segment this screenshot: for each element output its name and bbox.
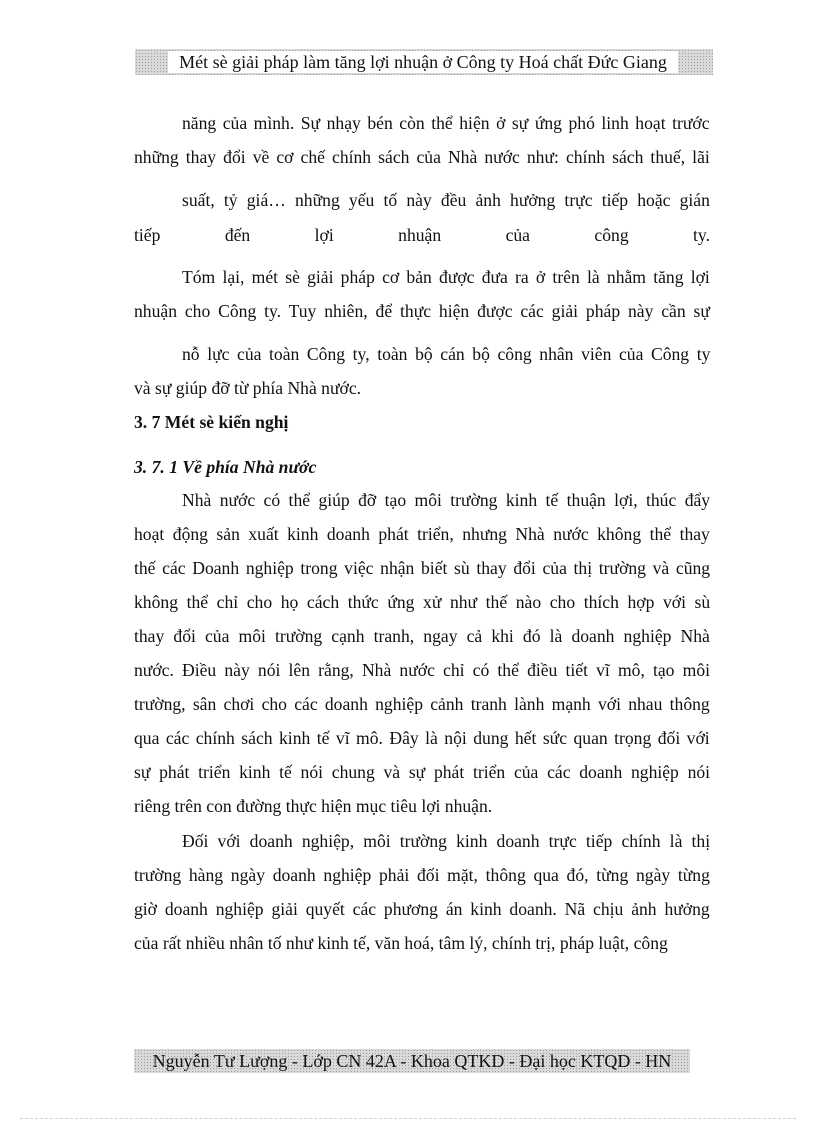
paragraph-3-line-9: sự phát triển kinh tế nói chung và sự phát triển của các doanh nghiệp nói xyxy=(134,762,711,782)
paragraph-4-line-4: của rất nhiều nhân tố như kinh tế, văn hoá, tâm lý, chính trị, pháp luật, công xyxy=(134,933,668,953)
paragraph-2-line-2: nhuận cho Công ty. Tuy nhiên, để thực hiện được các giải pháp này cần sự xyxy=(134,301,710,321)
paragraph-1-line-3: suất, tỷ giá… những yếu tố này đều ảnh hưởng trực tiếp hoặc gián xyxy=(182,190,710,210)
paragraph-3-line-2: hoạt động sản xuất kinh doanh phát triển, nhưng Nhà nước không thể thay xyxy=(134,524,710,544)
paragraph-3-line-10: riêng trên con đường thực hiện mục tiêu lợi nhuận. xyxy=(134,796,493,816)
paragraph-3-line-5: thay đổi của môi trường cạnh tranh, ngay cả khi đó là doanh nghiệp Nhà xyxy=(134,626,710,646)
paragraph-2-line-3: nỗ lực của toàn Công ty, toàn bộ cán bộ công nhân viên của Công ty xyxy=(182,344,711,364)
word: nhuận xyxy=(398,225,442,245)
section-heading-3-7: 3. 7 Mét sè kiến nghị xyxy=(134,412,289,432)
paragraph-2-line-1: Tóm lại, mét sè giải pháp cơ bản được đưa ra ở trên là nhằm tăng lợi xyxy=(182,267,710,287)
paragraph-3-line-8: qua các chính sách kinh tế vĩ mô. Đây là nội dung hết sức quan trọng đối với xyxy=(134,728,710,748)
paragraph-4-line-2: trường hàng ngày doanh nghiệp phải đối mặt, thông qua đó, từng ngày từng xyxy=(134,865,710,885)
paragraph-3-line-4: không thể chỉ cho họ cách thức ứng xử như thế nào cho thích hợp với sù xyxy=(134,592,711,612)
paragraph-4-line-1: Đối với doanh nghiệp, môi trường kinh doanh trực tiếp chính là thị xyxy=(182,831,711,851)
page-header-title: Mét sè giải pháp làm tăng lợi nhuận ở Công ty Hoá chất Đức Giang xyxy=(168,51,678,73)
word: ty. xyxy=(693,225,710,245)
paragraph-1-line-2-text: những thay đổi về cơ chế chính sách của Nhà nước như: chính sách thuế, lãi xyxy=(134,147,710,167)
word: đến xyxy=(224,225,251,245)
paragraph-1-line-4 xyxy=(134,223,710,247)
section-heading-3-7-1: 3. 7. 1 Về phía Nhà nước xyxy=(134,457,317,477)
paragraph-3-line-6: nước. Điều này nói lên rằng, Nhà nước chỉ có thể điều tiết vĩ mô, tạo môi xyxy=(134,660,711,680)
paragraph-3-line-7: trường, sân chơi cho các doanh nghiệp cảnh tranh lành mạnh với nhau thông xyxy=(134,694,710,714)
paragraph-1-line-1: năng của mình. Sự nhạy bén còn thể hiện ở sự ứng phó linh hoạt trước xyxy=(182,113,710,133)
paragraph-2-line-4: và sự giúp đỡ từ phía Nhà nước. xyxy=(134,378,362,398)
word: tiếp xyxy=(134,225,161,245)
paragraph-1-line-2 xyxy=(134,145,710,169)
word: lợi xyxy=(314,225,334,245)
paragraph-3-line-1: Nhà nước có thể giúp đỡ tạo môi trường kinh tế thuận lợi, thúc đẩy xyxy=(182,490,711,510)
paragraph-3-line-3: thế các Doanh nghiệp trong việc nhận biết sù thay đổi của thị trường và cũng xyxy=(134,558,711,578)
page-footer: Nguyễn Tư Lượng - Lớp CN 42A - Khoa QTKD - Đại học KTQD - HN xyxy=(152,1051,672,1071)
page-bottom-divider xyxy=(20,1118,796,1119)
word: công xyxy=(594,225,629,245)
word: của xyxy=(505,225,530,245)
paragraph-4-line-3: giờ doanh nghiệp giải quyết các phương án kinh doanh. Nã chịu ảnh hưởng xyxy=(134,899,710,919)
